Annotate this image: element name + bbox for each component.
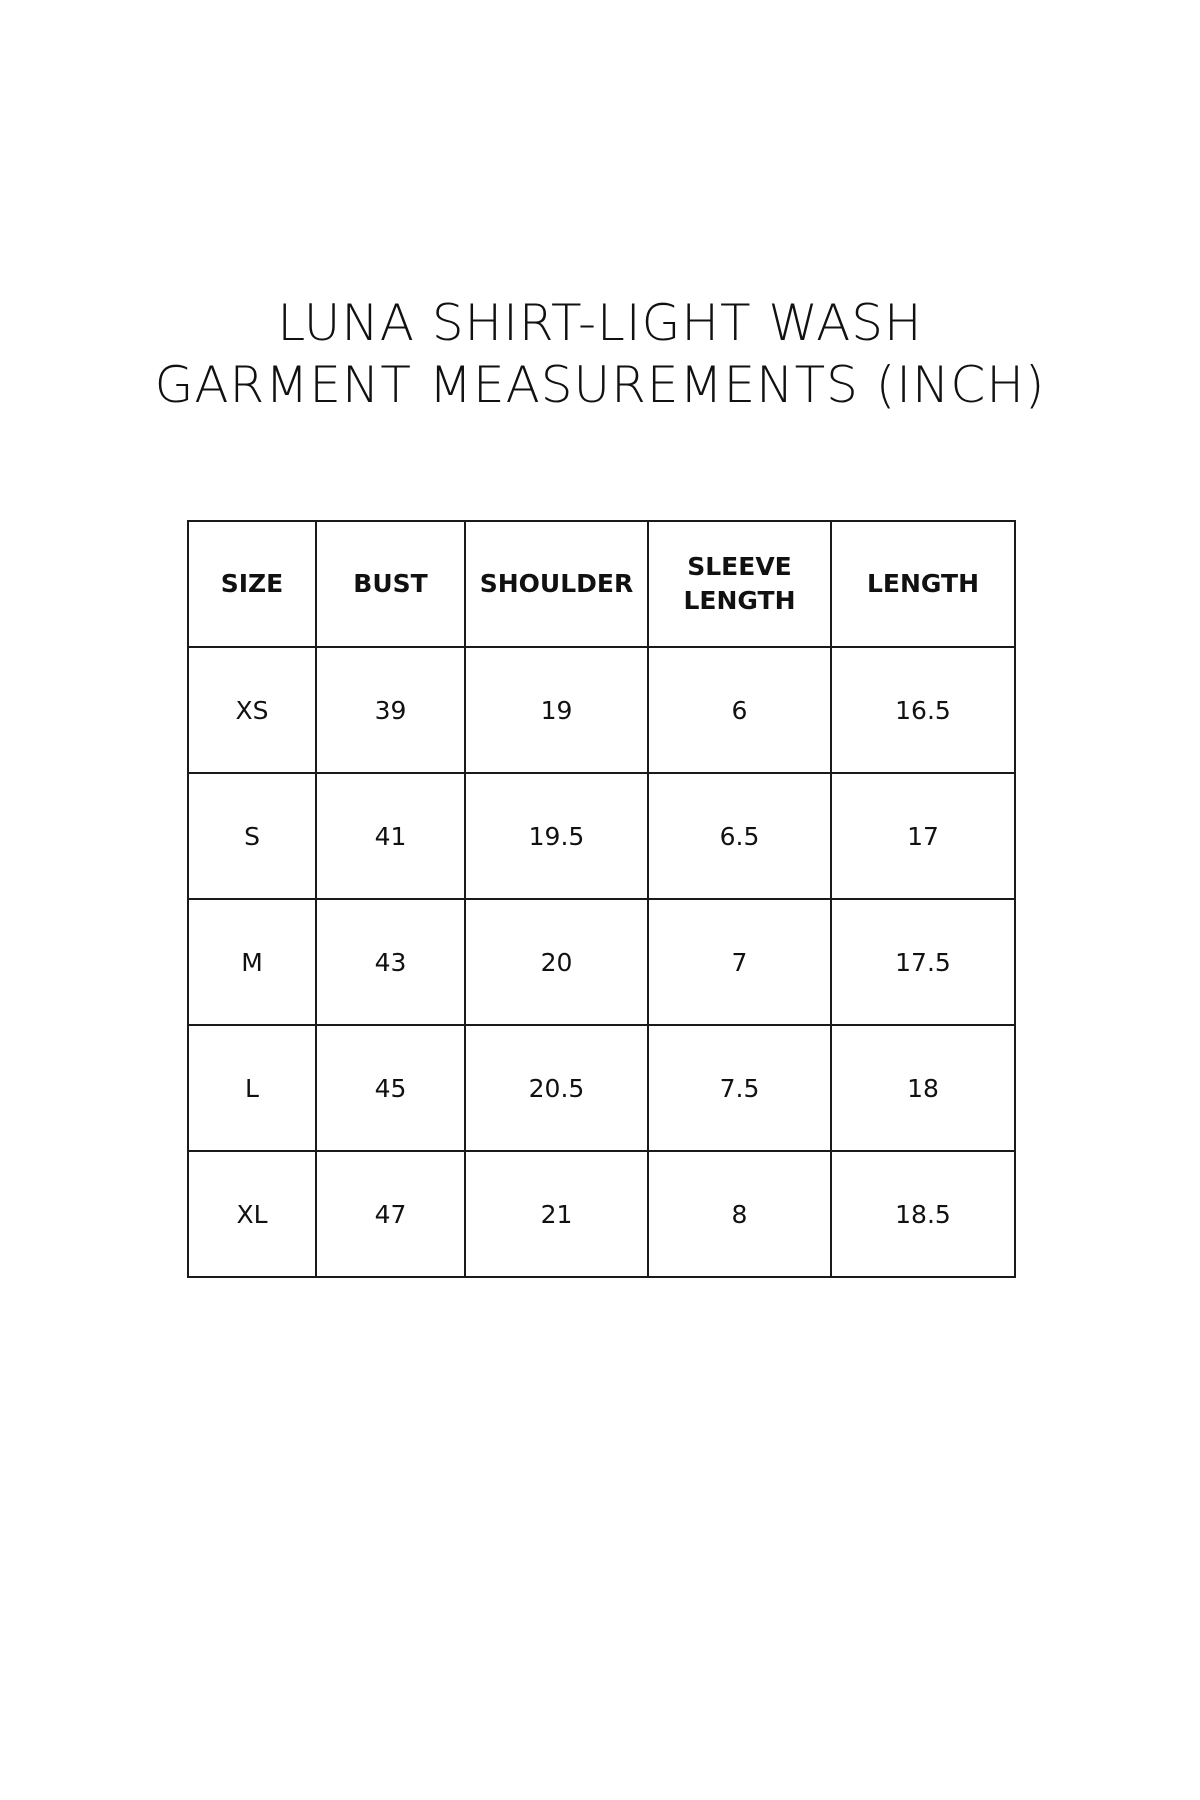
cell-size: S [188, 773, 316, 899]
cell-size: L [188, 1025, 316, 1151]
cell-shoulder: 19 [465, 647, 648, 773]
title-line-measurements: GARMENT MEASUREMENTS (INCH) [154, 356, 1046, 414]
table-row [188, 773, 1015, 899]
cell-bust: 41 [316, 773, 465, 899]
table-row [188, 647, 1015, 773]
cell-shoulder: 20.5 [465, 1025, 648, 1151]
cell-length: 18.5 [831, 1151, 1015, 1277]
header-sleeve-length [648, 521, 831, 647]
header-length: LENGTH [831, 521, 1015, 647]
cell-bust: 43 [316, 899, 465, 1025]
cell-length: 17.5 [831, 899, 1015, 1025]
table-row [188, 1151, 1015, 1277]
cell-bust: 45 [316, 1025, 465, 1151]
cell-sleeve-length: 8 [648, 1151, 831, 1277]
cell-length: 16.5 [831, 647, 1015, 773]
header-sleeve-length-line2: LENGTH [683, 586, 796, 615]
table-header-row [188, 521, 1015, 647]
cell-size: XL [188, 1151, 316, 1277]
page-title [0, 292, 1200, 416]
cell-length: 18 [831, 1025, 1015, 1151]
table-row [188, 1025, 1015, 1151]
size-chart-table [187, 520, 1016, 1278]
cell-size: XS [188, 647, 316, 773]
cell-shoulder: 19.5 [465, 773, 648, 899]
table-row [188, 899, 1015, 1025]
title-line-product: LUNA SHIRT-LIGHT WASH [277, 294, 923, 352]
header-sleeve-length-line1: SLEEVE [687, 552, 792, 581]
header-shoulder: SHOULDER [465, 521, 648, 647]
cell-length: 17 [831, 773, 1015, 899]
header-bust: BUST [316, 521, 465, 647]
cell-shoulder: 21 [465, 1151, 648, 1277]
cell-sleeve-length: 7.5 [648, 1025, 831, 1151]
cell-size: M [188, 899, 316, 1025]
header-size: SIZE [188, 521, 316, 647]
cell-sleeve-length: 6 [648, 647, 831, 773]
cell-bust: 47 [316, 1151, 465, 1277]
cell-bust: 39 [316, 647, 465, 773]
cell-shoulder: 20 [465, 899, 648, 1025]
cell-sleeve-length: 6.5 [648, 773, 831, 899]
cell-sleeve-length: 7 [648, 899, 831, 1025]
